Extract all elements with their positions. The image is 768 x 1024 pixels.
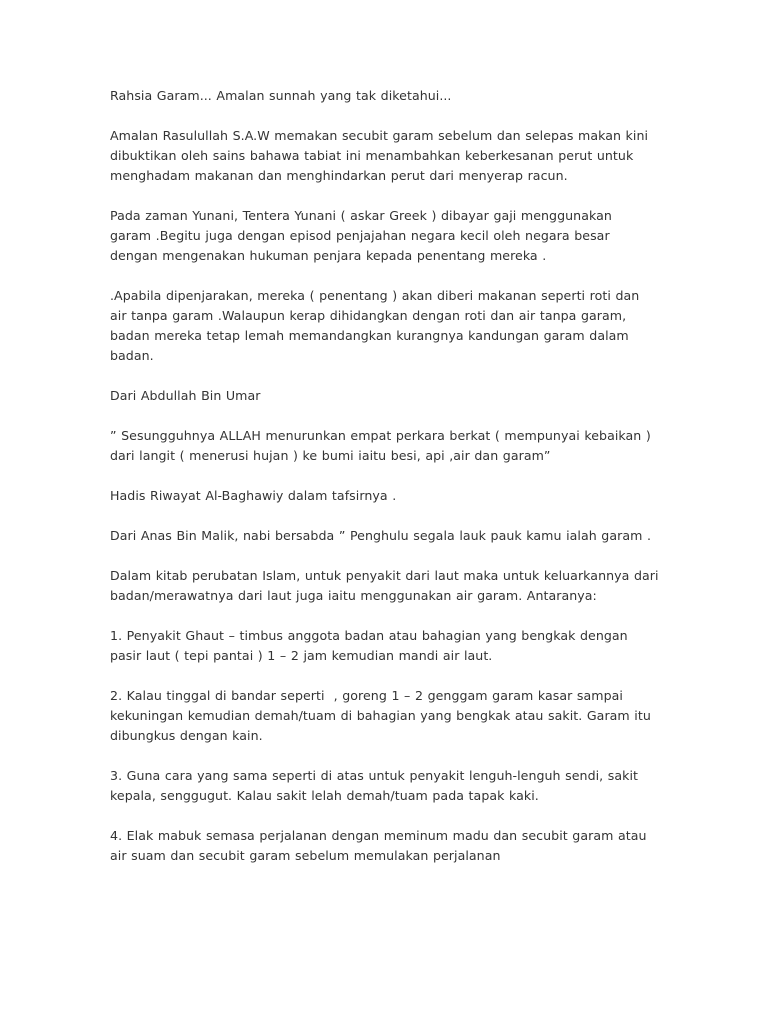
paragraph-islamic-medicine: Dalam kitab perubatan Islam, untuk penyakit dari laut maka untuk keluarkannya dari badan/merawatnya dari laut juga iaitu menggunakan air garam. Antaranya:: [110, 568, 659, 603]
paragraph-prisoners: .Apabila dipenjarakan, mereka ( penentang ) akan diberi makanan seperti roti dan air tanpa garam .Walaupun kerap dihidangkan dengan roti dan air tanpa garam, badan mereka tetap lemah memandangkan kurangnya kandungan garam dalam badan.: [110, 288, 640, 363]
paragraph-intro: Amalan Rasulullah S.A.W memakan secubit garam sebelum dan selepas makan kini dibuktikan oleh sains bahawa tabiat ini menambahkan keberkesanan perut untuk menghadam makanan dan menghindarkan perut dari menyerap racun.: [110, 128, 649, 183]
paragraph-anas-bin-malik: Dari Anas Bin Malik, nabi bersabda ” Penghulu segala lauk pauk kamu ialah garam .: [110, 528, 652, 543]
paragraph-narrator-abdullah: Dari Abdullah Bin Umar: [110, 388, 261, 403]
document-title: Rahsia Garam... Amalan sunnah yang tak diketahui...: [110, 88, 452, 103]
paragraph-hadith-source: Hadis Riwayat Al-Baghawiy dalam tafsirnya .: [110, 488, 397, 503]
list-item-2: 2. Kalau tinggal di bandar seperti , goreng 1 – 2 genggam garam kasar sampai kekuningan kemudian demah/tuam di bahagian yang bengkak atau sakit. Garam itu dibungkus dengan kain.: [110, 688, 651, 743]
document-page: [110, 86, 670, 886]
paragraph-greek-soldiers: Pada zaman Yunani, Tentera Yunani ( askar Greek ) dibayar gaji menggunakan garam .Begitu juga dengan episod penjajahan negara kecil oleh negara besar dengan mengenakan hukuman penjara kepada penentang mereka .: [110, 208, 612, 263]
list-item-1: 1. Penyakit Ghaut – timbus anggota badan atau bahagian yang bengkak dengan pasir laut ( tepi pantai ) 1 – 2 jam kemudian mandi air laut.: [110, 628, 628, 663]
list-item-4: 4. Elak mabuk semasa perjalanan dengan meminum madu dan secubit garam atau air suam dan secubit garam sebelum memulakan perjalanan: [110, 828, 647, 863]
paragraph-hadith-quote: ” Sesungguhnya ALLAH menurunkan empat perkara berkat ( mempunyai kebaikan ) dari langit ( menerusi hujan ) ke bumi iaitu besi, api ,air dan garam”: [110, 428, 651, 463]
list-item-3: 3. Guna cara yang sama seperti di atas untuk penyakit lenguh-lenguh sendi, sakit kepala, senggugut. Kalau sakit lelah demah/tuam pada tapak kaki.: [110, 768, 639, 803]
